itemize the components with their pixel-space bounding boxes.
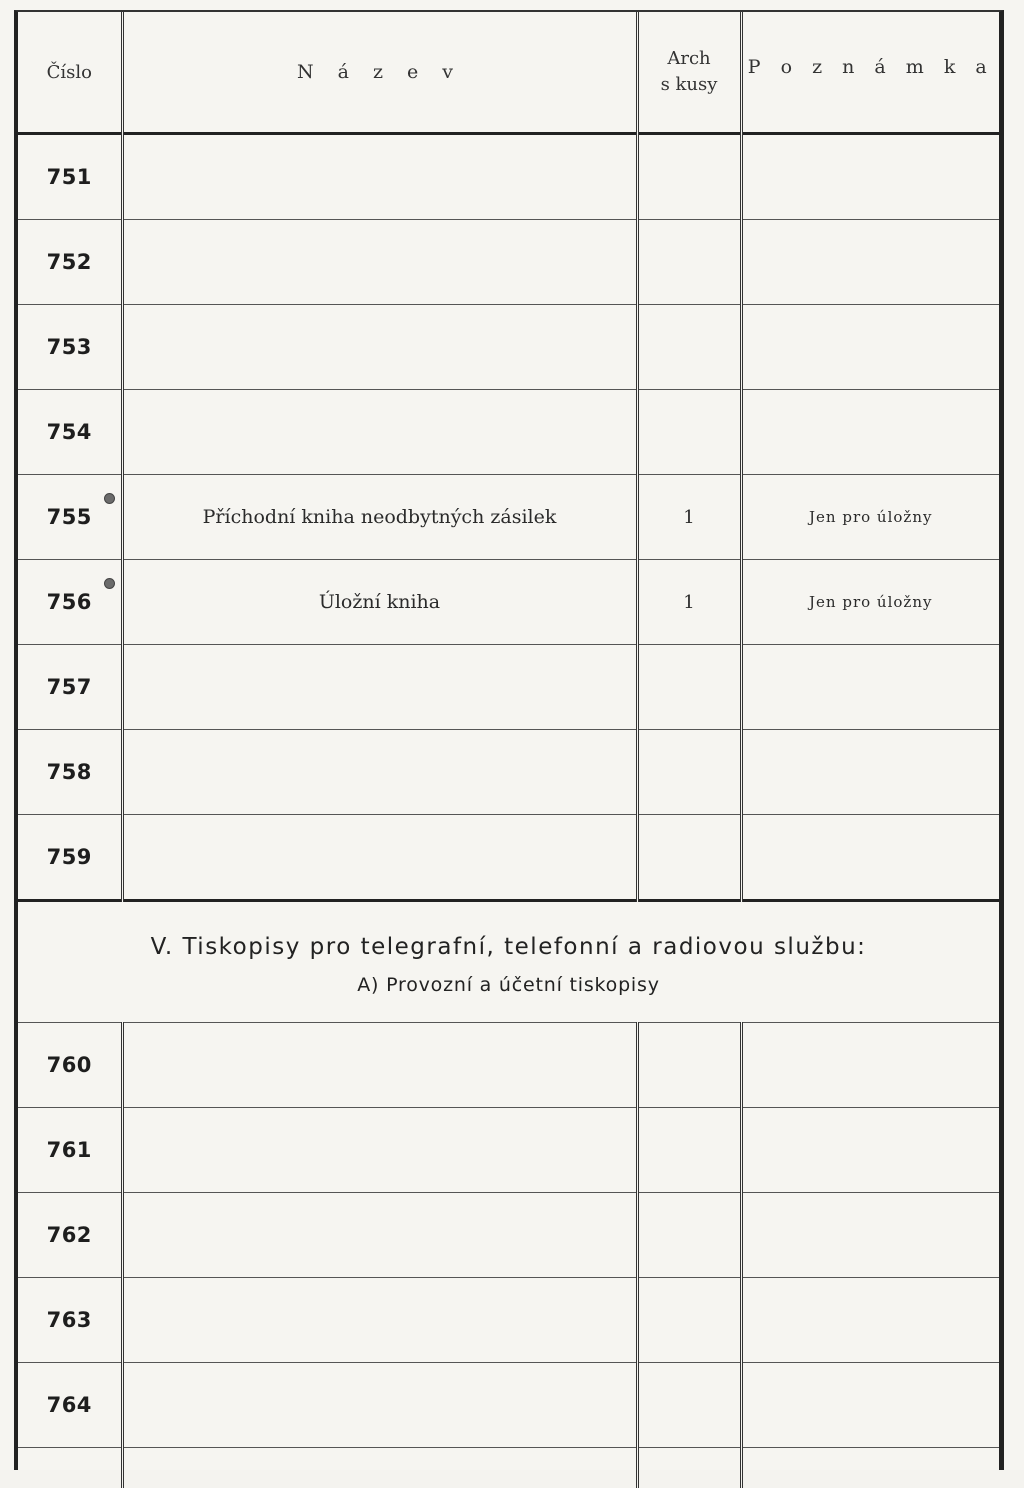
- row-arch: 1: [637, 560, 741, 645]
- tail-cell-name: [122, 1448, 637, 1488]
- row-number-text: 753: [47, 335, 92, 359]
- tail-cell-note: [741, 1448, 999, 1488]
- row-number: [18, 1193, 122, 1278]
- table-row: [18, 730, 999, 815]
- row-number-text: 751: [47, 165, 92, 189]
- row-number-text: 759: [47, 845, 92, 869]
- row-number: [18, 815, 122, 901]
- table-row: [18, 305, 999, 390]
- row-number-text: 757: [47, 675, 92, 699]
- row-number: [18, 730, 122, 815]
- table-header: [18, 12, 999, 134]
- row-note: [741, 730, 999, 815]
- table-row: [18, 1023, 999, 1108]
- row-name: [122, 1023, 637, 1108]
- row-number: [18, 475, 122, 560]
- marker-dot-icon: [104, 578, 115, 589]
- tail-cell-number: [18, 1448, 122, 1488]
- table-row: [18, 560, 999, 645]
- row-number: [18, 390, 122, 475]
- row-number: [18, 1023, 122, 1108]
- row-note: [741, 645, 999, 730]
- section-title: V. Tiskopisy pro telegrafní, telefonní a radiovou službu:: [18, 934, 999, 960]
- header-arch-line2: s kusy: [661, 74, 718, 95]
- row-name: [122, 1363, 637, 1448]
- row-number: [18, 305, 122, 390]
- table-row: [18, 1278, 999, 1363]
- header-arch-line1: Arch: [667, 48, 710, 69]
- table-row: [18, 390, 999, 475]
- row-name: [122, 815, 637, 901]
- row-number: [18, 1108, 122, 1193]
- row-name: Příchodní kniha neodbytných zásilek: [122, 475, 637, 560]
- row-note: Jen pro úložny: [741, 560, 999, 645]
- row-number: [18, 134, 122, 220]
- row-note: Jen pro úložny: [741, 475, 999, 560]
- row-arch: 1: [637, 475, 741, 560]
- header-note: P o z n á m k a: [741, 12, 999, 134]
- row-name: Úložní kniha: [122, 560, 637, 645]
- header-number: Číslo: [18, 12, 122, 134]
- row-number-text: 760: [47, 1053, 92, 1077]
- row-arch: [637, 730, 741, 815]
- row-name: [122, 220, 637, 305]
- row-name: [122, 1278, 637, 1363]
- row-name: [122, 1108, 637, 1193]
- row-note: [741, 1108, 999, 1193]
- row-note: [741, 1278, 999, 1363]
- table-tail: [18, 1448, 999, 1488]
- row-note: [741, 305, 999, 390]
- row-arch: [637, 390, 741, 475]
- row-number-text: 752: [47, 250, 92, 274]
- row-name: [122, 134, 637, 220]
- row-note: [741, 815, 999, 901]
- row-number-text: 764: [47, 1393, 92, 1417]
- table-tail-row: [18, 1448, 999, 1488]
- row-note: [741, 1363, 999, 1448]
- row-number-text: 763: [47, 1308, 92, 1332]
- rows-bottom: [18, 1023, 999, 1448]
- row-number: [18, 560, 122, 645]
- row-arch: [637, 1193, 741, 1278]
- row-number-text: 758: [47, 760, 92, 784]
- row-note: [741, 1023, 999, 1108]
- section-heading-row: [18, 901, 999, 1023]
- row-number-text: 761: [47, 1138, 92, 1162]
- table-row: [18, 1193, 999, 1278]
- row-number: [18, 220, 122, 305]
- row-number: [18, 1278, 122, 1363]
- rows-top: [18, 134, 999, 901]
- table-row: [18, 815, 999, 901]
- row-number-text: 756: [47, 590, 92, 614]
- row-arch: [637, 134, 741, 220]
- row-arch: [637, 815, 741, 901]
- section-heading: [18, 901, 999, 1023]
- forms-table: [18, 12, 999, 1488]
- row-number-text: 762: [47, 1223, 92, 1247]
- row-arch: [637, 1108, 741, 1193]
- row-arch: [637, 1023, 741, 1108]
- marker-dot-icon: [104, 493, 115, 504]
- row-note: [741, 134, 999, 220]
- table-row: [18, 134, 999, 220]
- row-number: [18, 1363, 122, 1448]
- section-block: [18, 901, 999, 1023]
- row-arch: [637, 1363, 741, 1448]
- row-name: [122, 305, 637, 390]
- table-row: [18, 1108, 999, 1193]
- row-arch: [637, 220, 741, 305]
- table-row: [18, 475, 999, 560]
- row-name: [122, 390, 637, 475]
- header-name: N á z e v: [122, 12, 637, 134]
- row-name: [122, 1193, 637, 1278]
- row-arch: [637, 645, 741, 730]
- section-subtitle: A) Provozní a účetní tiskopisy: [18, 974, 999, 996]
- row-number: [18, 645, 122, 730]
- row-name: [122, 730, 637, 815]
- row-arch: [637, 1278, 741, 1363]
- tail-cell-arch: [637, 1448, 741, 1488]
- table-row: [18, 220, 999, 305]
- row-arch: [637, 305, 741, 390]
- row-note: [741, 1193, 999, 1278]
- row-note: [741, 390, 999, 475]
- row-note: [741, 220, 999, 305]
- table-row: [18, 645, 999, 730]
- row-number-text: 755: [47, 505, 92, 529]
- row-number-text: 754: [47, 420, 92, 444]
- row-name: [122, 645, 637, 730]
- table-row: [18, 1363, 999, 1448]
- header-arch: [637, 12, 741, 134]
